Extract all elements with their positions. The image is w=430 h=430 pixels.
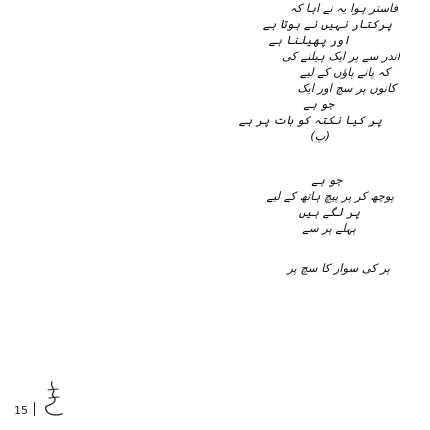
poem-line: پرکتار نہیں نے ہوتا ہے [262,17,392,31]
stanza-break [150,144,400,172]
page-number: 15 [14,404,28,417]
poem-line: پر لگے ہیں [298,205,360,219]
page-footer [14,380,74,420]
poem-line: اور پھیلنا ہے [268,33,350,47]
poem-line: جو ہے [311,173,342,187]
poem-line: کانوں پر سچ اور ایک [297,81,396,95]
poem-line: (پ) [310,129,330,143]
poem-body [150,0,400,276]
poem-line: جو ہے [303,97,334,111]
poem-line: پوچھ کر پر پیچ ہاتھ کے لیے [266,189,394,203]
poem-line: پر کی سوار کا سچ پر [287,261,390,275]
poem-line: اندر سے پر ایک ہیلنے کی [281,49,400,63]
poem-line: پر کیا نکتہ کو بات پر ہے [238,113,382,127]
poem-line: فاستر ہوا یہ نے اہا کہ [289,1,398,15]
poem-line: پہلے پر سے [302,221,356,235]
stanza-break [150,236,400,260]
footer-divider [34,402,35,416]
signature-icon [38,380,72,424]
poem-line: کہ پانے پاؤں کے لیے [299,65,390,79]
